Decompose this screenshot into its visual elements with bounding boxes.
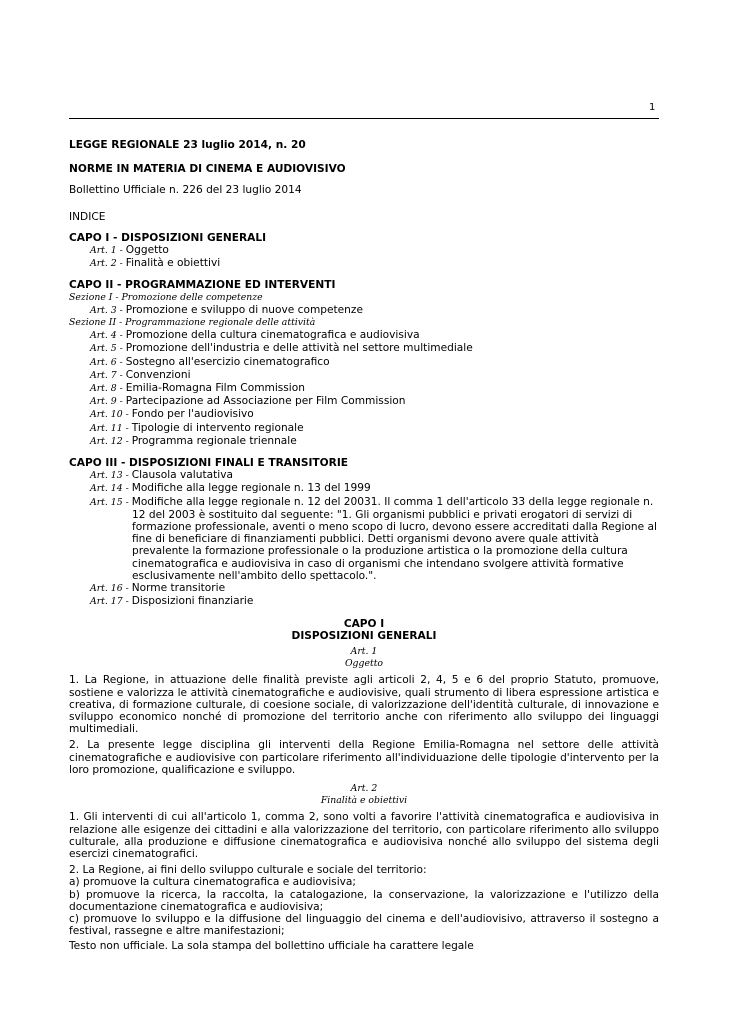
article-paragraph: 2. La Regione, ai fini dello sviluppo culturale e sociale del territorio: — [69, 864, 427, 877]
toc-item — [69, 395, 659, 408]
capo-label: CAPO I — [343, 617, 385, 630]
toc-art-ref: Art. 5 - — [90, 343, 126, 355]
article-paragraph: 2. La presente legge disciplina gli interventi della Regione Emilia-Romagna nel settore delle attività cinematografiche e audiovisive con particolare riferimento all'individuazione delle tipologie d'intervento per la loro promozione, qualificazione e sviluppo. — [69, 739, 659, 776]
toc-item — [69, 435, 659, 448]
toc-item — [69, 382, 659, 395]
toc-art-ref: Art. 7 - — [90, 369, 126, 381]
toc-art-ref: Art. 2 - — [90, 258, 126, 270]
toc-art-ref: Art. 13 - — [90, 470, 132, 482]
page-number: 1 — [649, 102, 656, 113]
toc-art-title: Clausola valutativa — [131, 469, 233, 482]
toc-item — [69, 369, 659, 382]
toc-item — [69, 244, 659, 257]
toc-art-title: Modifiche alla legge regionale n. 13 del 1999 — [131, 482, 371, 495]
toc-art-title: Fondo per l'audiovisivo — [131, 408, 254, 421]
indice-label: INDICE — [69, 210, 106, 223]
toc-item — [69, 408, 659, 421]
toc-art-title: Sostegno all'esercizio cinematografico — [125, 355, 330, 368]
toc-sezione-2: Sezione II - Programmazione regionale delle attività — [69, 317, 316, 329]
toc-art-title: Modifiche alla legge regionale n. 12 del 20031. Il comma 1 dell'articolo 33 della legge regionale n. 12 del 2003 è sostituito dal seguente: "1. Gli organismi pubblici e privati erogatori di servizi di formazione professionale, aventi o meno scopo di lucro, devono essere accreditati dalla Regione al fine di beneficiare di finanziamenti pubblici. Detti organismi devono avere quale attività prevalente la formazione professionale o la produzione artistica o la promozione della cultura cinematografica e audiovisiva in caso di organismi che intendano svolgere attività formative esclusivamente nell'ambito dello spettacolo.". — [131, 495, 657, 582]
toc-item — [69, 304, 659, 317]
toc-item — [69, 582, 659, 595]
toc-item — [69, 422, 659, 435]
article-paragraph: 1. Gli interventi di cui all'articolo 1, comma 2, sono volti a favorire l'attività cinematografica e audiovisiva in relazione alle esigenze dei cittadini e alla valorizzazione del territorio, con particolare riferimento allo sviluppo culturale, alla produzione e diffusione cinematografica e audiovisiva nonché allo sviluppo del sistema degli esercizi cinematografici. — [69, 811, 659, 860]
toc-art-ref: Art. 11 - — [90, 422, 132, 434]
toc-item — [69, 329, 659, 342]
toc-art-title: Oggetto — [125, 244, 169, 257]
article-label: Art. 1 — [350, 645, 378, 657]
toc-art-ref: Art. 12 - — [90, 435, 132, 447]
header-rule — [69, 118, 659, 119]
toc-art-title: Tipologie di intervento regionale — [131, 421, 304, 434]
article-list-item: b) promuove la ricerca, la raccolta, la catalogazione, la conservazione, la valorizzazione e l'utilizzo della documentazione cinematografica e audiovisiva; — [69, 888, 659, 913]
toc-art-ref: Art. 3 - — [90, 304, 126, 316]
article-label: Art. 2 — [350, 782, 378, 794]
toc-art-title: Promozione e sviluppo di nuove competenze — [125, 303, 363, 316]
toc-art-ref: Art. 9 - — [90, 396, 126, 408]
toc-art-title: Disposizioni finanziarie — [131, 595, 254, 608]
footer-disclaimer: Testo non ufficiale. La sola stampa del bollettino ufficiale ha carattere legale — [69, 940, 474, 952]
bollettino-reference: Bollettino Ufficiale n. 226 del 23 luglio 2014 — [69, 184, 302, 197]
toc-art-title: Partecipazione ad Associazione per Film Commission — [125, 395, 406, 408]
toc-item — [69, 469, 659, 482]
toc-item — [69, 356, 659, 369]
toc-art-title: Emilia-Romagna Film Commission — [125, 382, 305, 395]
toc-art-ref: Art. 15 - — [90, 496, 132, 508]
article-title: Finalità e obiettivi — [320, 795, 408, 807]
toc-capo-2-heading: CAPO II - PROGRAMMAZIONE ED INTERVENTI — [69, 279, 336, 292]
toc-art-ref: Art. 17 - — [90, 596, 132, 608]
toc-capo-3-heading: CAPO III - DISPOSIZIONI FINALI E TRANSITORIE — [69, 457, 348, 470]
toc-sezione-1: Sezione I - Promozione delle competenze — [69, 291, 263, 303]
toc-art-title: Programma regionale triennale — [131, 434, 297, 447]
article-paragraph: 1. La Regione, in attuazione delle finalità previste agli articoli 2, 4, 5 e 6 del proprio Statuto, promuove, sostiene e valorizza le attività cinematografiche e audiovisive, quali strumento di libera espressione artistica e creativa, di formazione culturale, di coesione sociale, di valorizzazione dell'identità culturale, di innovazione e sviluppo economico nonché di promozione del territorio anche con riferimento allo sviluppo dei linguaggi multimediali. — [69, 674, 659, 736]
toc-capo-1-heading: CAPO I - DISPOSIZIONI GENERALI — [69, 231, 267, 244]
toc-art-ref: Art. 14 - — [90, 483, 132, 495]
toc-art-title: Convenzioni — [125, 368, 191, 381]
toc-item — [69, 496, 659, 582]
law-subject: NORME IN MATERIA DI CINEMA E AUDIOVISIVO — [69, 163, 346, 176]
toc-item — [69, 482, 659, 495]
toc-art-ref: Art. 1 - — [90, 245, 126, 257]
toc-art-title: Promozione della cultura cinematografica e audiovisiva — [125, 329, 420, 342]
toc-art-title: Finalità e obiettivi — [125, 257, 221, 270]
toc-item — [69, 342, 659, 355]
toc-item — [69, 257, 659, 270]
article-list-item: a) promuove la cultura cinematografica e audiovisiva; — [69, 876, 356, 889]
capo-title: DISPOSIZIONI GENERALI — [291, 629, 437, 642]
toc-art-title: Promozione dell'industria e delle attività nel settore multimediale — [125, 342, 473, 355]
document-body — [69, 139, 659, 937]
article-title: Oggetto — [344, 658, 384, 670]
toc-art-ref: Art. 10 - — [90, 409, 132, 421]
toc-art-title: Norme transitorie — [131, 582, 226, 595]
toc-art-ref: Art. 8 - — [90, 383, 126, 395]
toc-art-ref: Art. 16 - — [90, 583, 132, 595]
toc-art-ref: Art. 6 - — [90, 356, 126, 368]
toc-item — [69, 595, 659, 608]
law-title: LEGGE REGIONALE 23 luglio 2014, n. 20 — [69, 139, 306, 151]
article-list-item: c) promuove lo sviluppo e la diffusione del linguaggio del cinema e dell'audiovisivo, attraverso il sostegno a festival, rassegne e altre manifestazioni; — [69, 912, 659, 938]
toc-art-ref: Art. 4 - — [90, 330, 126, 342]
